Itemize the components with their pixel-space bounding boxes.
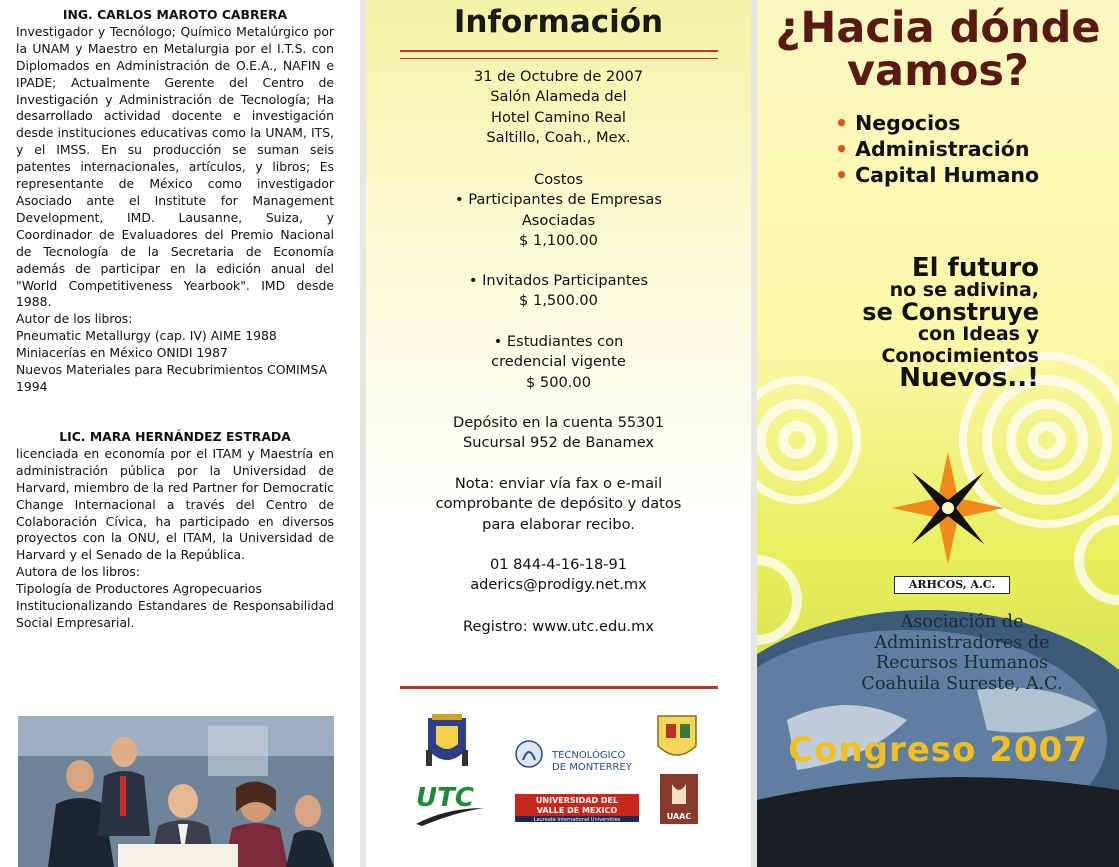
title-divider — [400, 50, 718, 59]
sponsor-logos — [366, 700, 751, 840]
event-venue-line2: Hotel Camino Real — [491, 108, 626, 126]
utc-label: UTC — [416, 783, 474, 813]
slogan-line: se Construye — [862, 298, 1039, 326]
tec-label-2: DE MONTERREY — [552, 762, 632, 773]
cover-title-line1: ¿Hacia dónde — [775, 3, 1101, 53]
deposit-info — [366, 413, 751, 454]
assoc-line: Coahuila Sureste, A.C. — [861, 673, 1063, 694]
event-banner: Congreso 2007 — [788, 730, 1088, 770]
uvm-logo — [515, 794, 639, 823]
utc-logo — [416, 783, 484, 826]
uaac-logo — [660, 774, 698, 824]
book-item: Nuevos Materiales para Recubrimientos COMIMSA 1994 — [16, 362, 328, 394]
event-date: 31 de Octubre de 2007 — [473, 68, 644, 85]
panel-speakers — [0, 0, 360, 867]
arhcos-star-logo — [892, 452, 1004, 564]
assoc-line: Asociación de — [900, 612, 1024, 632]
deposit-line2: Sucursal 952 de Banamex — [462, 434, 655, 452]
panel-cover — [757, 0, 1119, 867]
registration-url: Registro: www.utc.edu.mx — [463, 618, 654, 635]
speaker-name-2: LIC. MARA HERNÁNDEZ ESTRADA — [59, 429, 291, 444]
slogan-line: con Ideas y — [917, 323, 1039, 345]
topic-item: • Negocios — [835, 110, 1039, 136]
slogan-line: El futuro — [911, 253, 1039, 283]
speaker-bio-2 — [16, 429, 334, 632]
cost-1-line1: • Participantes de Empresas — [455, 191, 662, 209]
cost-3-price: $ 500.00 — [526, 373, 591, 391]
payment-note — [366, 474, 751, 535]
cost-3-line1: • Estudiantes con — [493, 333, 624, 350]
tec-monterrey-logo — [516, 741, 633, 773]
slogan — [862, 253, 1039, 393]
book-item: Institucionalizando Estandares de Responsabilidad Social Empresarial. — [16, 598, 334, 630]
topics-list — [835, 110, 1039, 188]
footer-divider — [400, 686, 718, 689]
books-label-1: Autor de los libros: — [16, 311, 133, 327]
speaker-bio-text-2: licenciada en economía por el ITAM y Maestría en administración pública por la Universidad de Harvard, miembro de la red Partner for Democratic Change Internacional a través del Centro de Colaboración Cívica, ha participado en diversos proyectos con la ONU, el ITAM, la Universidad de Harvard y el Senado de la República. — [16, 445, 334, 563]
slogan-line: Nuevos..! — [899, 363, 1039, 393]
tec-label-1: TECNOLÓGICO — [552, 750, 626, 761]
cost-3-line2: credencial vigente — [491, 353, 626, 371]
speaker-name-1: ING. CARLOS MAROTO CABRERA — [62, 7, 288, 22]
uvm-label-1: UNIVERSIDAD DEL — [535, 796, 619, 805]
state-crest-logo — [426, 714, 468, 766]
slogan-line: no se adivina, — [889, 279, 1039, 301]
info-title: Información — [453, 4, 664, 40]
event-venue-line1: Salón Alameda del — [490, 88, 627, 106]
uvm-label-2: VALLE DE MEXICO — [536, 806, 618, 815]
cost-1-line2: Asociadas — [521, 211, 596, 229]
topic-item: • Administración — [835, 136, 1039, 162]
costs-section — [366, 170, 751, 251]
cost-2-price: $ 1,500.00 — [519, 292, 598, 310]
speaker-bio-text-1: Investigador y Tecnólogo; Químico Metalúrgico por la UNAM y Maestro en Metalurgia por el I.T.S. con Diplomados en Administración de O.E.A., NAFIN e IPADE; Actualmente Gerente del Centro de Investigación y Administración de Tecnología; Ha desarrollado actividad docente e investigación desde instituciones educativas como la UNAM, ITS, y el IMSS. En su producción se suman seis patentes internacionales, artículos, y libros; Es representante de México como investigador Asociado ante el Institute for Management Development, IMD. Lausanne, Suiza, y Coordinador de Evaluadores del Premio Nacional de Tecnología de la Secretaria de Economía además de participar en la edición anual del "World Competitiveness Yearbook". IMD desde 1988. — [16, 23, 334, 310]
event-details — [366, 67, 751, 148]
meeting-illustration — [18, 716, 334, 867]
contact-email: aderics@prodigy.net.mx — [470, 576, 647, 594]
cost-2 — [366, 271, 751, 312]
slogan-line: Conocimientos — [881, 345, 1039, 367]
book-item: Miniacerías en México ONIDI 1987 — [16, 345, 228, 361]
costs-label: Costos — [534, 171, 583, 188]
uaac-label: UAAC — [666, 812, 692, 821]
university-crest-logo — [658, 716, 696, 755]
assoc-line: Recursos Humanos — [875, 653, 1049, 673]
registration — [366, 617, 751, 637]
uvm-label-3: Laureate International Universities — [533, 817, 621, 823]
note-line3: para elaborar recibo. — [482, 515, 635, 533]
cost-1-price: $ 1,100.00 — [519, 231, 598, 249]
arhcos-label: ARHCOS, A.C. — [894, 576, 1010, 594]
speaker-bio-1 — [16, 7, 334, 396]
panel-information — [366, 0, 751, 867]
book-item: Pneumatic Metallurgy (cap. IV) AIME 1988 — [16, 328, 277, 344]
contact-phone: 01 844-4-16-18-91 — [489, 556, 628, 573]
book-item: Tipología de Productores Agropecuarios — [16, 581, 262, 597]
contact-info — [366, 555, 751, 596]
topic-item: • Capital Humano — [835, 162, 1039, 188]
books-label-2: Autora de los libros: — [16, 564, 141, 580]
cover-title — [757, 3, 1119, 96]
cost-3 — [366, 332, 751, 393]
note-line2: comprobante de depósito y datos — [435, 495, 682, 513]
assoc-line: Administradores de — [874, 632, 1050, 653]
association-name — [817, 612, 1107, 694]
cost-2-line1: • Invitados Participantes — [468, 272, 649, 289]
cover-title-line2: vamos? — [847, 46, 1029, 96]
event-city: Saltillo, Coah., Mex. — [486, 128, 631, 146]
business-meeting-photo — [18, 716, 334, 867]
deposit-line1: Depósito en la cuenta 55301 — [452, 414, 665, 431]
note-line1: Nota: enviar vía fax o e-mail — [454, 475, 663, 492]
